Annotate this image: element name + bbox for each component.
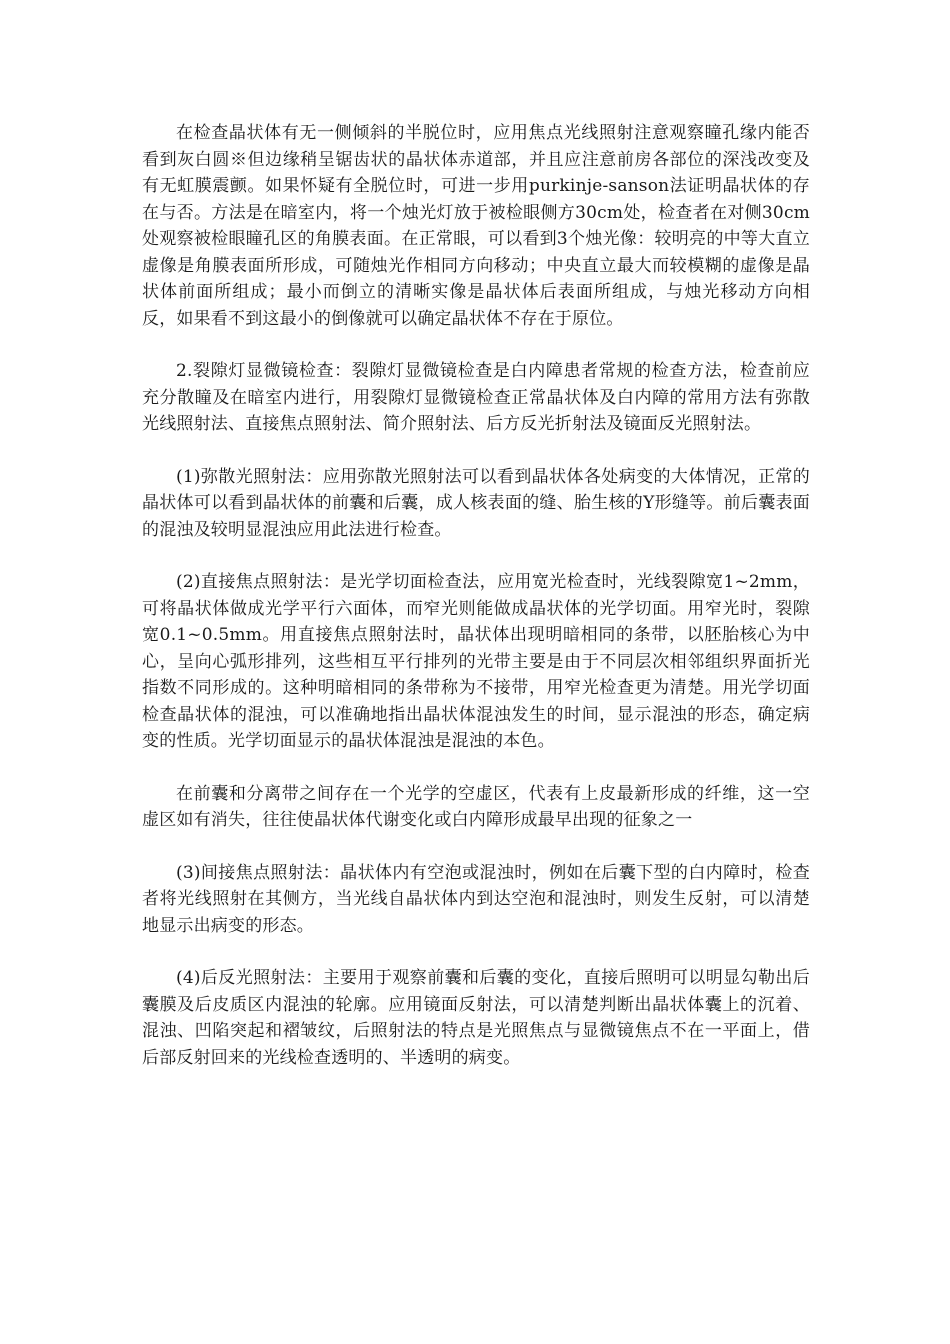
document-body [142,120,810,1097]
paragraph-retro-illumination: (4)后反光照射法：主要用于观察前囊和后囊的变化，直接后照明可以明显勾勒出后囊膜及后皮质区内混浊的轮廓。应用镜面反射法，可以清楚判断出晶状体囊上的沉着、混浊、凹陷突起和褶皱纹，后照射法的特点是光照焦点与显微镜焦点不在一平面上，借后部反射回来的光线检查透明的、半透明的病变。 [142,968,810,1068]
paragraph-direct-focal-illumination: (2)直接焦点照射法：是光学切面检查法，应用宽光检查时，光线裂隙宽1~2mm，可将晶状体做成光学平行六面体，而窄光则能做成晶状体的光学切面。用窄光时，裂隙宽0.1~0.5mm。用直接焦点照射法时，晶状体出现明暗相同的条带，以胚胎核心为中心，呈向心弧形排列，这些相互平行排列的光带主要是由于不同层次相邻组织界面折光指数不同形成的。这种明暗相同的条带称为不接带，用窄光检查更为清楚。用光学切面检查晶状体的混浊，可以准确地指出晶状体混浊发生的时间，显示混浊的形态，确定病变的性质。光学切面显示的晶状体混浊是混浊的本色。 [142,572,810,751]
paragraph-lens-subluxation: 在检查晶状体有无一侧倾斜的半脱位时，应用焦点光线照射注意观察瞳孔缘内能否看到灰白圆※但边缘稍呈锯齿状的晶状体赤道部，并且应注意前房各部位的深浅改变及有无虹膜震颤。如果怀疑有全脱位时，可进一步用purkinje-sanson法证明晶状体的存在与否。方法是在暗室内，将一个烛光灯放于被检眼侧方30cm处，检查者在对侧30cm处观察被检眼瞳孔区的角膜表面。在正常眼，可以看到3个烛光像：较明亮的中等大直立虚像是角膜表面所形成，可随烛光作相同方向移动；中央直立最大而较模糊的虚像是晶状体前面所组成；最小而倒立的清晰实像是晶状体后表面所组成，与烛光移动方向相反，如果看不到这最小的倒像就可以确定晶状体不存在于原位。 [142,123,810,329]
paragraph-diffuse-illumination: (1)弥散光照射法：应用弥散光照射法可以看到晶状体各处病变的大体情况，正常的晶状体可以看到晶状体的前囊和后囊，成人核表面的缝、胎生核的Y形缝等。前后囊表面的混浊及较明显混浊应用此法进行检查。 [142,466,810,540]
paragraph-slit-lamp-exam: 2.裂隙灯显微镜检查：裂隙灯显微镜检查是白内障患者常规的检查方法，检查前应充分散瞳及在暗室内进行，用裂隙灯显微镜检查正常晶状体及白内障的常用方法有弥散光线照射法、直接焦点照射法、简介照射法、后方反光折射法及镜面反光照射法。 [142,361,810,434]
paragraph-indirect-focal-illumination: (3)间接焦点照射法：晶状体内有空泡或混浊时，例如在后囊下型的白内障时，检查者将光线照射在其侧方，当光线自晶状体内到达空泡和混浊时，则发生反射，可以清楚地显示出病变的形态。 [142,862,810,936]
paragraph-clear-zone: 在前囊和分离带之间存在一个光学的空虚区，代表有上皮最新形成的纤维，这一空虚区如有消失，往往使晶状体代谢变化或白内障形成最早出现的征象之一 [142,783,810,830]
